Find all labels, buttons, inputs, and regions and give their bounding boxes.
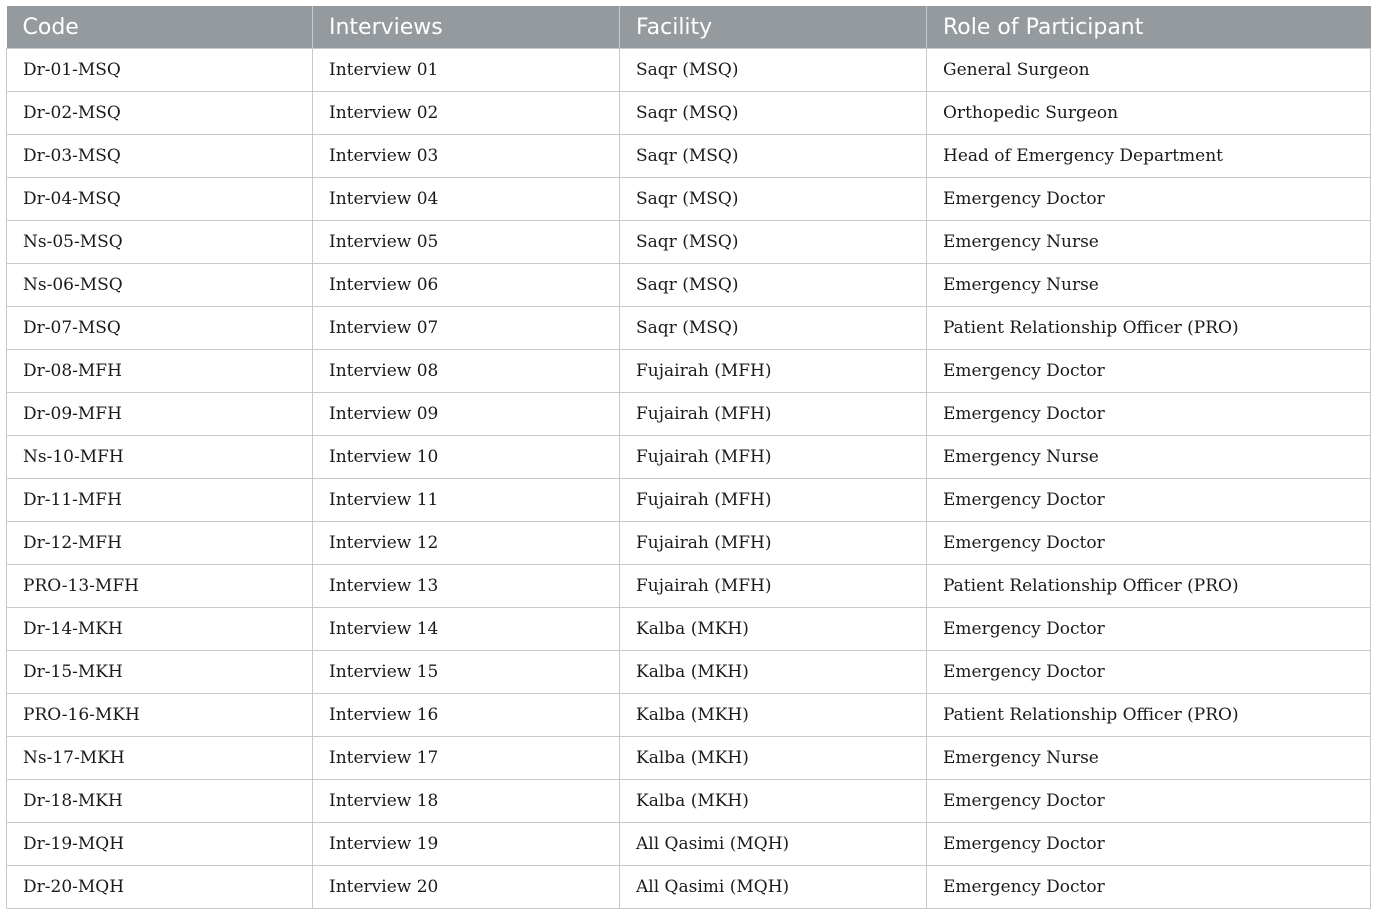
cell-interview: Interview 04: [313, 178, 620, 221]
cell-facility: All Qasimi (MQH): [620, 866, 927, 909]
cell-code: Ns-05-MSQ: [7, 221, 313, 264]
cell-interview: Interview 19: [313, 823, 620, 866]
cell-interview: Interview 07: [313, 307, 620, 350]
cell-role: Patient Relationship Officer (PRO): [927, 565, 1371, 608]
cell-code: Dr-08-MFH: [7, 350, 313, 393]
cell-code: Dr-19-MQH: [7, 823, 313, 866]
table-row: [7, 436, 1371, 479]
cell-facility: Saqr (MSQ): [620, 221, 927, 264]
cell-code: Ns-17-MKH: [7, 737, 313, 780]
cell-code: Dr-14-MKH: [7, 608, 313, 651]
cell-facility: Kalba (MKH): [620, 651, 927, 694]
table-row: [7, 307, 1371, 350]
cell-code: Dr-20-MQH: [7, 866, 313, 909]
cell-role: General Surgeon: [927, 49, 1371, 92]
cell-interview: Interview 14: [313, 608, 620, 651]
table-row: [7, 565, 1371, 608]
cell-role: Emergency Doctor: [927, 608, 1371, 651]
table-body: [7, 49, 1371, 909]
cell-code: Dr-09-MFH: [7, 393, 313, 436]
cell-interview: Interview 03: [313, 135, 620, 178]
cell-interview: Interview 16: [313, 694, 620, 737]
cell-interview: Interview 17: [313, 737, 620, 780]
cell-facility: Kalba (MKH): [620, 608, 927, 651]
cell-facility: Saqr (MSQ): [620, 307, 927, 350]
table-row: [7, 350, 1371, 393]
cell-role: Patient Relationship Officer (PRO): [927, 694, 1371, 737]
cell-facility: Kalba (MKH): [620, 737, 927, 780]
cell-facility: Saqr (MSQ): [620, 178, 927, 221]
participants-table: [6, 6, 1371, 909]
cell-interview: Interview 12: [313, 522, 620, 565]
cell-code: Ns-06-MSQ: [7, 264, 313, 307]
cell-interview: Interview 13: [313, 565, 620, 608]
table-row: [7, 178, 1371, 221]
cell-role: Head of Emergency Department: [927, 135, 1371, 178]
cell-interview: Interview 20: [313, 866, 620, 909]
table-row: [7, 264, 1371, 307]
cell-role: Emergency Nurse: [927, 264, 1371, 307]
cell-facility: All Qasimi (MQH): [620, 823, 927, 866]
cell-facility: Fujairah (MFH): [620, 350, 927, 393]
cell-interview: Interview 18: [313, 780, 620, 823]
cell-code: Dr-18-MKH: [7, 780, 313, 823]
cell-facility: Saqr (MSQ): [620, 92, 927, 135]
cell-facility: Saqr (MSQ): [620, 264, 927, 307]
table-row: [7, 780, 1371, 823]
cell-code: Dr-02-MSQ: [7, 92, 313, 135]
cell-interview: Interview 08: [313, 350, 620, 393]
header-interviews: Interviews: [313, 6, 620, 49]
cell-interview: Interview 15: [313, 651, 620, 694]
cell-interview: Interview 05: [313, 221, 620, 264]
cell-facility: Saqr (MSQ): [620, 49, 927, 92]
cell-code: Dr-04-MSQ: [7, 178, 313, 221]
cell-facility: Kalba (MKH): [620, 780, 927, 823]
cell-interview: Interview 06: [313, 264, 620, 307]
cell-facility: Fujairah (MFH): [620, 393, 927, 436]
table-row: [7, 737, 1371, 780]
cell-role: Orthopedic Surgeon: [927, 92, 1371, 135]
cell-role: Emergency Doctor: [927, 522, 1371, 565]
cell-code: Dr-15-MKH: [7, 651, 313, 694]
table-row: [7, 393, 1371, 436]
cell-role: Emergency Doctor: [927, 780, 1371, 823]
cell-facility: Saqr (MSQ): [620, 135, 927, 178]
cell-role: Emergency Nurse: [927, 436, 1371, 479]
table-header: [7, 6, 1371, 49]
table-row: [7, 694, 1371, 737]
cell-code: Dr-03-MSQ: [7, 135, 313, 178]
cell-code: Dr-01-MSQ: [7, 49, 313, 92]
header-facility: Facility: [620, 6, 927, 49]
cell-interview: Interview 10: [313, 436, 620, 479]
cell-interview: Interview 11: [313, 479, 620, 522]
cell-interview: Interview 09: [313, 393, 620, 436]
table-row: [7, 608, 1371, 651]
cell-code: PRO-13-MFH: [7, 565, 313, 608]
cell-interview: Interview 02: [313, 92, 620, 135]
cell-facility: Fujairah (MFH): [620, 436, 927, 479]
cell-role: Emergency Doctor: [927, 178, 1371, 221]
table-row: [7, 651, 1371, 694]
cell-code: PRO-16-MKH: [7, 694, 313, 737]
header-row: [7, 6, 1371, 49]
cell-role: Emergency Doctor: [927, 350, 1371, 393]
cell-role: Emergency Doctor: [927, 823, 1371, 866]
table-row: [7, 522, 1371, 565]
table-row: [7, 823, 1371, 866]
cell-role: Patient Relationship Officer (PRO): [927, 307, 1371, 350]
cell-facility: Fujairah (MFH): [620, 479, 927, 522]
cell-role: Emergency Doctor: [927, 479, 1371, 522]
cell-role: Emergency Doctor: [927, 651, 1371, 694]
table-row: [7, 49, 1371, 92]
table-row: [7, 866, 1371, 909]
cell-code: Dr-12-MFH: [7, 522, 313, 565]
cell-role: Emergency Nurse: [927, 737, 1371, 780]
cell-role: Emergency Doctor: [927, 866, 1371, 909]
header-code: Code: [7, 6, 313, 49]
cell-facility: Fujairah (MFH): [620, 565, 927, 608]
cell-role: Emergency Doctor: [927, 393, 1371, 436]
cell-facility: Kalba (MKH): [620, 694, 927, 737]
cell-code: Dr-11-MFH: [7, 479, 313, 522]
table-row: [7, 221, 1371, 264]
table-row: [7, 92, 1371, 135]
header-role: Role of Participant: [927, 6, 1371, 49]
cell-code: Dr-07-MSQ: [7, 307, 313, 350]
cell-interview: Interview 01: [313, 49, 620, 92]
cell-facility: Fujairah (MFH): [620, 522, 927, 565]
cell-role: Emergency Nurse: [927, 221, 1371, 264]
table-row: [7, 135, 1371, 178]
cell-code: Ns-10-MFH: [7, 436, 313, 479]
table-row: [7, 479, 1371, 522]
